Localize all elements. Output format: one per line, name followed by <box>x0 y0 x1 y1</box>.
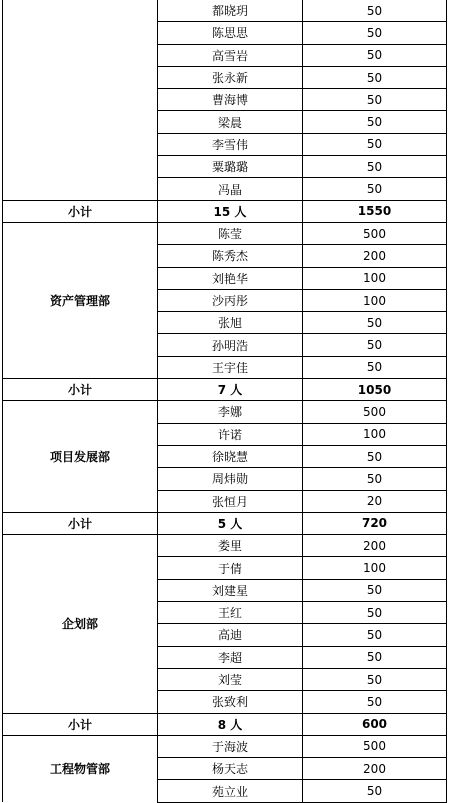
subtotal-row <box>3 512 447 534</box>
subtotal-label-cell: 小计 <box>3 379 158 401</box>
employee-name-cell: 冯晶 <box>158 178 303 200</box>
table-row <box>3 735 447 757</box>
amount-cell: 50 <box>303 780 447 802</box>
subtotal-label-cell: 小计 <box>3 200 158 222</box>
employee-name-cell: 梁晨 <box>158 111 303 133</box>
amount-cell: 200 <box>303 535 447 557</box>
amount-cell: 50 <box>303 133 447 155</box>
employee-name-cell: 周炜勋 <box>158 468 303 490</box>
amount-cell: 50 <box>303 44 447 66</box>
subtotal-amount-cell: 1550 <box>303 200 447 222</box>
subtotal-row <box>3 379 447 401</box>
amount-cell: 500 <box>303 401 447 423</box>
amount-cell: 200 <box>303 758 447 780</box>
employee-name-cell: 李雪伟 <box>158 133 303 155</box>
amount-cell: 50 <box>303 468 447 490</box>
department-cell: 工程物管部 <box>3 735 158 802</box>
department-cell: 项目发展部 <box>3 401 158 512</box>
amount-cell: 20 <box>303 490 447 512</box>
employee-name-cell: 徐晓慧 <box>158 445 303 467</box>
employee-name-cell: 许诺 <box>158 423 303 445</box>
amount-cell: 500 <box>303 735 447 757</box>
amount-cell: 100 <box>303 557 447 579</box>
amount-cell: 50 <box>303 22 447 44</box>
employee-name-cell: 陈莹 <box>158 222 303 244</box>
employee-name-cell: 高迪 <box>158 624 303 646</box>
employee-name-cell: 娄里 <box>158 535 303 557</box>
subtotal-count-cell: 15 人 <box>158 200 303 222</box>
subtotal-count-cell: 8 人 <box>158 713 303 735</box>
employee-name-cell: 张恒月 <box>158 490 303 512</box>
table-row <box>3 401 447 423</box>
amount-cell: 50 <box>303 66 447 88</box>
employee-name-cell: 张永新 <box>158 66 303 88</box>
amount-cell: 50 <box>303 445 447 467</box>
amount-cell: 100 <box>303 423 447 445</box>
table-body <box>3 0 447 802</box>
employee-name-cell: 曹海博 <box>158 89 303 111</box>
employee-name-cell: 刘建星 <box>158 579 303 601</box>
department-cell: 企划部 <box>3 535 158 713</box>
subtotal-row <box>3 200 447 222</box>
employee-name-cell: 陈秀杰 <box>158 245 303 267</box>
employee-name-cell: 王红 <box>158 602 303 624</box>
donation-table <box>2 0 447 803</box>
employee-name-cell: 王宇佳 <box>158 356 303 378</box>
subtotal-label-cell: 小计 <box>3 512 158 534</box>
employee-name-cell: 沙丙彤 <box>158 289 303 311</box>
amount-cell: 100 <box>303 289 447 311</box>
amount-cell: 50 <box>303 312 447 334</box>
amount-cell: 500 <box>303 222 447 244</box>
employee-name-cell: 于倩 <box>158 557 303 579</box>
subtotal-label-cell: 小计 <box>3 713 158 735</box>
amount-cell: 50 <box>303 691 447 713</box>
subtotal-amount-cell: 1050 <box>303 379 447 401</box>
employee-name-cell: 孙明浩 <box>158 334 303 356</box>
amount-cell: 50 <box>303 156 447 178</box>
subtotal-amount-cell: 600 <box>303 713 447 735</box>
department-cell <box>3 0 158 200</box>
amount-cell: 200 <box>303 245 447 267</box>
amount-cell: 100 <box>303 267 447 289</box>
subtotal-row <box>3 713 447 735</box>
employee-name-cell: 李娜 <box>158 401 303 423</box>
employee-name-cell: 高雪岩 <box>158 44 303 66</box>
table-row <box>3 535 447 557</box>
amount-cell: 50 <box>303 668 447 690</box>
subtotal-amount-cell: 720 <box>303 512 447 534</box>
employee-name-cell: 张致利 <box>158 691 303 713</box>
employee-name-cell: 张旭 <box>158 312 303 334</box>
subtotal-count-cell: 7 人 <box>158 379 303 401</box>
amount-cell: 50 <box>303 178 447 200</box>
employee-name-cell: 李超 <box>158 646 303 668</box>
table-row <box>3 222 447 244</box>
amount-cell: 50 <box>303 624 447 646</box>
subtotal-count-cell: 5 人 <box>158 512 303 534</box>
employee-name-cell: 苑立业 <box>158 780 303 802</box>
employee-name-cell: 于海波 <box>158 735 303 757</box>
employee-name-cell: 杨天志 <box>158 758 303 780</box>
amount-cell: 50 <box>303 579 447 601</box>
amount-cell: 50 <box>303 89 447 111</box>
employee-name-cell: 粟璐璐 <box>158 156 303 178</box>
table-row <box>3 0 447 22</box>
amount-cell: 50 <box>303 0 447 22</box>
employee-name-cell: 刘艳华 <box>158 267 303 289</box>
amount-cell: 50 <box>303 356 447 378</box>
employee-name-cell: 都晓玥 <box>158 0 303 22</box>
amount-cell: 50 <box>303 646 447 668</box>
department-cell: 资产管理部 <box>3 222 158 378</box>
employee-name-cell: 陈思思 <box>158 22 303 44</box>
amount-cell: 50 <box>303 602 447 624</box>
amount-cell: 50 <box>303 334 447 356</box>
employee-name-cell: 刘莹 <box>158 668 303 690</box>
amount-cell: 50 <box>303 111 447 133</box>
